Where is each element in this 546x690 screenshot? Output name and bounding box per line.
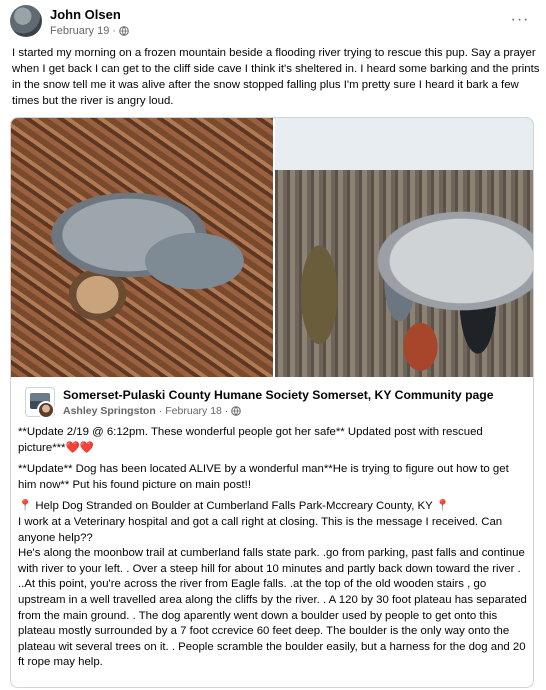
pin-emoji: 📍 <box>18 500 33 513</box>
update-1-text: **Update 2/19 @ 6:12pm. These wonderful people got her safe** Updated post with rescued picture*** <box>18 426 483 454</box>
rescuers-photo[interactable] <box>275 118 534 377</box>
globe-icon <box>231 406 241 416</box>
shared-post-card[interactable] <box>10 377 534 688</box>
poster-avatar[interactable] <box>37 401 55 419</box>
post-text: I started my morning on a frozen mountain beside a flooding river trying to rescue this pup. Say a prayer when I get back I can get to the cliff side cave I think it's sheltered in. I heard some barking and the prints in the snow tell me it was alive after the snow stopped falling plus I'm pretty sure I heard it bark a few times but the river is angry loud. <box>12 47 540 107</box>
shared-page-name[interactable]: Somerset-Pulaski County Humane Society Somerset, KY Community page <box>63 388 494 402</box>
shared-meta <box>63 405 241 417</box>
more-options-icon[interactable]: ··· <box>510 11 530 28</box>
update-1 <box>18 425 530 456</box>
shared-post-body <box>18 425 530 671</box>
shared-date[interactable]: February 18 <box>165 405 222 417</box>
help-title-text: Help Dog Stranded on Boulder at Cumberland Falls Park-Mccreary County, KY <box>35 500 433 513</box>
update-2: **Update** Dog has been located ALIVE by a wonderful man**He is trying to figure out how to get him now** Put his found picture on main post!! <box>18 463 509 491</box>
author-name[interactable]: John Olsen <box>50 7 121 22</box>
author-avatar[interactable] <box>10 5 42 37</box>
separator-dot: · <box>112 25 116 37</box>
post-header <box>0 0 546 44</box>
separator-dot: · <box>224 405 229 417</box>
message-line-2: He's along the moonbow trail at cumberland falls state park. .go from parking, past falls and continue with river to your left. . Over a steep hill for about 10 minutes and partly back down toward the river . ..At this point, you're across the river from Eagle falls. .at the top of the old wooden stairs , go upstream in a well travelled area along the cliffs by the river. . A 120 by 30 foot plateau has separated from the main ground. . The dog aparently went down a boulder used by people to get onto this plateau mostly surrounded by a 7 foot ccrevice 60 feet deep. The boulder is the only way onto the plateau wit several trees on it. . People scramble the boulder easily, but a harness for the dog and 20 ft rope may help. <box>18 547 527 669</box>
post-date[interactable]: February 19 <box>50 25 110 37</box>
post-meta <box>50 25 129 37</box>
globe-icon <box>119 26 129 36</box>
separator-dot: · <box>158 405 163 417</box>
message-line-1: I work at a Veterinary hospital and got a call right at closing. This is the message I received. Can anyone help?? <box>18 515 503 544</box>
heart-emoji: ❤️❤️ <box>65 441 94 454</box>
shared-poster-name[interactable]: Ashley Springston <box>63 405 156 417</box>
help-title <box>18 499 530 515</box>
pin-emoji: 📍 <box>435 500 450 513</box>
photo-grid <box>10 117 534 377</box>
dog-photo[interactable] <box>11 118 273 377</box>
